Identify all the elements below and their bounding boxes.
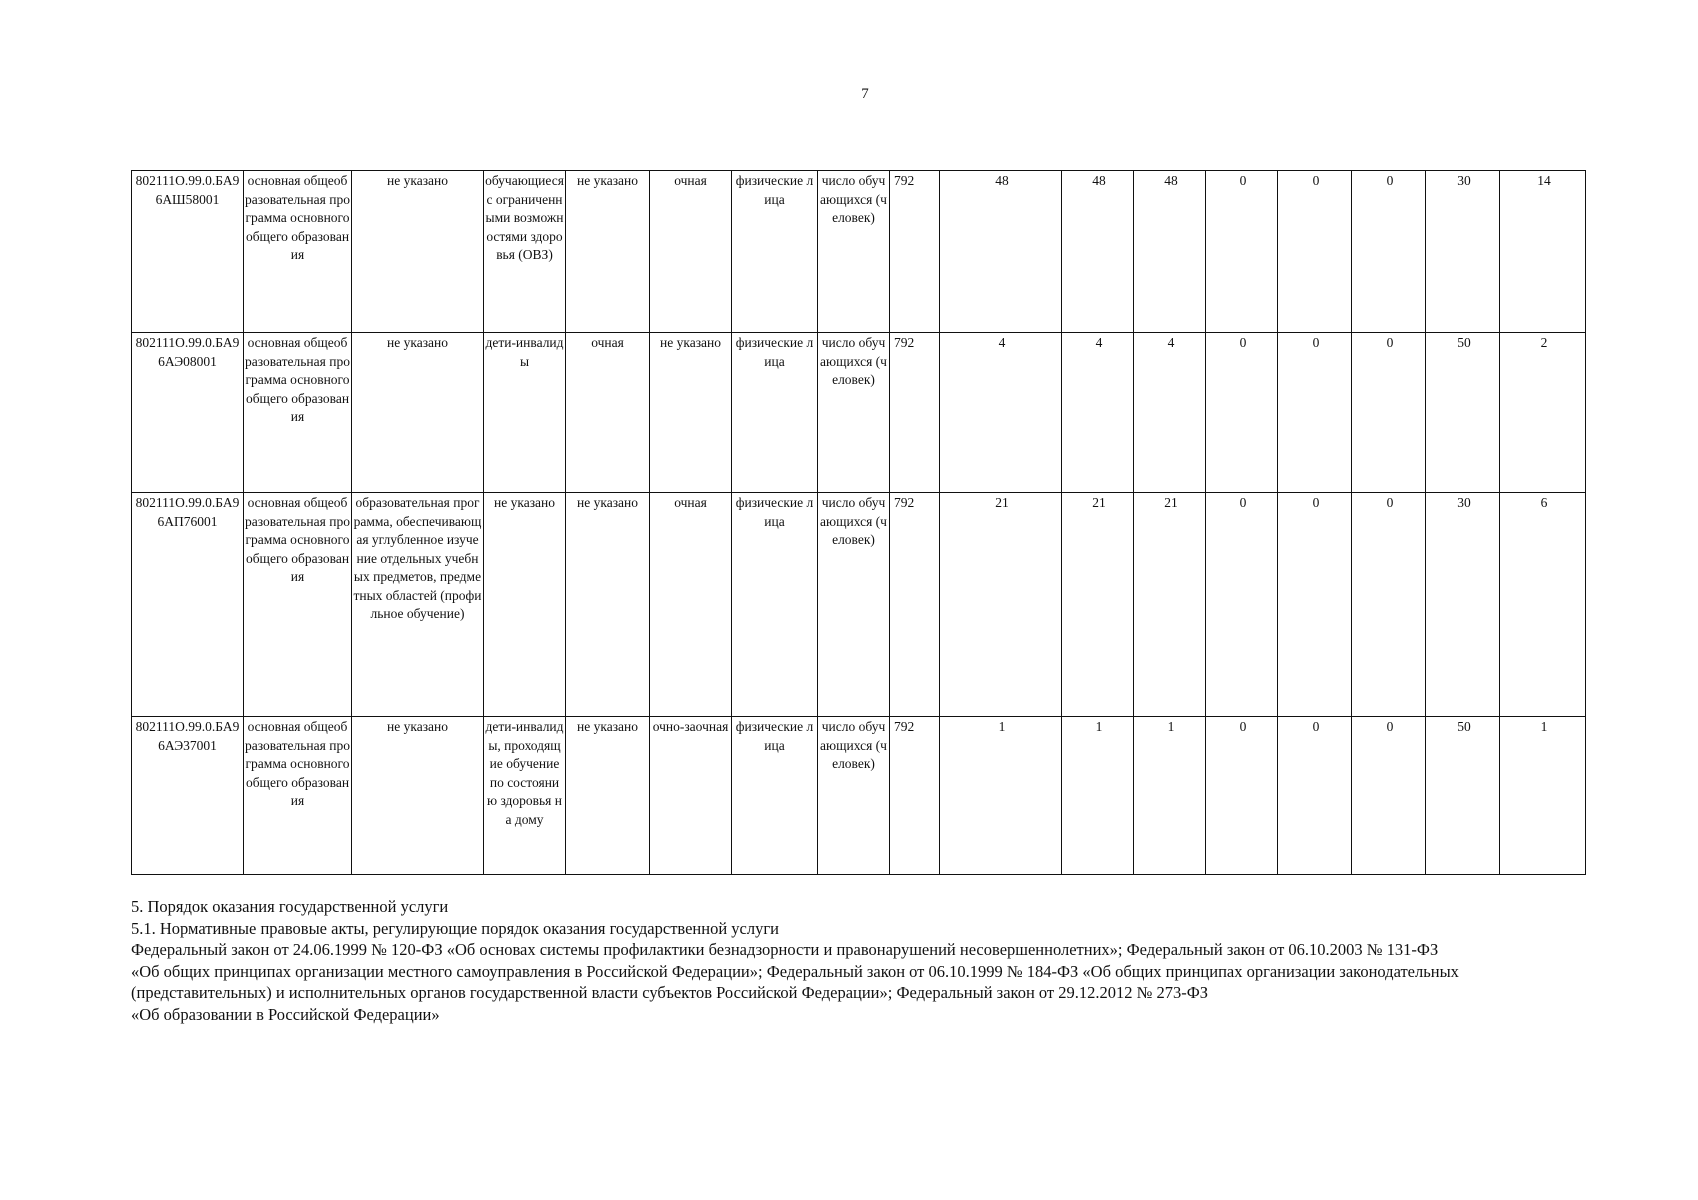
registry-code-cell: 802111О.99.0.БА96АП76001 (132, 493, 244, 717)
value-cell: 48 (1062, 171, 1134, 333)
value-cell: 0 (1278, 493, 1352, 717)
category-cell: дети-инвалиды (484, 333, 566, 493)
program-cell: образовательная программа, обеспечивающая углубленное изучение отдельных учебных предметов, предметных областей (профильное обучение) (352, 493, 484, 717)
form-cell: очная (650, 493, 732, 717)
content-cell: основная общеобразовательная программа основного общего образования (244, 333, 352, 493)
content-cell: основная общеобразовательная программа основного общего образования (244, 717, 352, 875)
indicator-cell: число обучающихся (человек) (818, 717, 890, 875)
value-cell: 1 (940, 717, 1062, 875)
value-cell: 0 (1278, 171, 1352, 333)
value-cell: 0 (1352, 333, 1426, 493)
consumers-cell: физические лица (732, 333, 818, 493)
legal-acts-line: Федеральный закон от 24.06.1999 № 120-ФЗ «Об основах системы профилактики безнадзорности и правонарушений несовершеннолетних»; Федеральный закон от 06.10.2003 № 131-ФЗ (131, 940, 1439, 959)
consumers-cell: физические лица (732, 493, 818, 717)
content-cell: основная общеобразовательная программа основного общего образования (244, 493, 352, 717)
table-row (132, 493, 1586, 717)
value-cell: 21 (1062, 493, 1134, 717)
consumers-cell: физические лица (732, 171, 818, 333)
category-cell: дети-инвалиды, проходящие обучение по состоянию здоровья на дому (484, 717, 566, 875)
value-cell: 50 (1426, 717, 1500, 875)
form-cell: не указано (650, 333, 732, 493)
place-cell: не указано (566, 493, 650, 717)
value-cell: 6 (1500, 493, 1586, 717)
value-cell: 21 (1134, 493, 1206, 717)
value-cell: 1 (1062, 717, 1134, 875)
legal-acts-line: «Об общих принципах организации местного самоуправления в Российской Федерации»; Федеральный закон от 06.10.1999 № 184-ФЗ «Об общих принципах организации законодательных (131, 961, 1459, 981)
legal-acts-line: (представительных) и исполнительных органов государственной власти субъектов Российской Федерации»; Федеральный закон от 29.12.2012 № 273-ФЗ (131, 983, 1209, 1002)
value-cell: 2 (1500, 333, 1586, 493)
value-cell: 4 (1134, 333, 1206, 493)
registry-code-cell: 802111О.99.0.БА96АЭ37001 (132, 717, 244, 875)
program-cell: не указано (352, 171, 484, 333)
program-cell: не указано (352, 717, 484, 875)
okei-cell: 792 (890, 171, 940, 333)
value-cell: 0 (1278, 333, 1352, 493)
consumers-cell: физические лица (732, 717, 818, 875)
place-cell: не указано (566, 717, 650, 875)
category-cell: обучающиеся с ограниченными возможностями здоровья (ОВЗ) (484, 171, 566, 333)
services-table (131, 170, 1586, 875)
value-cell: 48 (1134, 171, 1206, 333)
value-cell: 0 (1206, 333, 1278, 493)
table-row (132, 717, 1586, 875)
value-cell: 21 (940, 493, 1062, 717)
indicator-cell: число обучающихся (человек) (818, 171, 890, 333)
section-5-text (131, 896, 1571, 1025)
table-body (132, 171, 1586, 875)
page-number: 7 (861, 86, 869, 102)
value-cell: 1 (1134, 717, 1206, 875)
legal-acts-line: «Об образовании в Российской Федерации» (131, 1004, 440, 1024)
section-subheading: 5.1. Нормативные правовые акты, регулирующие порядок оказания государственной услуги (131, 918, 779, 938)
value-cell: 0 (1352, 493, 1426, 717)
value-cell: 0 (1278, 717, 1352, 875)
content-cell: основная общеобразовательная программа основного общего образования (244, 171, 352, 333)
table-row (132, 171, 1586, 333)
value-cell: 4 (940, 333, 1062, 493)
place-cell: не указано (566, 171, 650, 333)
section-heading: 5. Порядок оказания государственной услуги (131, 897, 449, 916)
table-row (132, 333, 1586, 493)
registry-code-cell: 802111О.99.0.БА96АЭ08001 (132, 333, 244, 493)
indicator-cell: число обучающихся (человек) (818, 493, 890, 717)
okei-cell: 792 (890, 493, 940, 717)
value-cell: 0 (1352, 171, 1426, 333)
value-cell: 0 (1206, 493, 1278, 717)
value-cell: 0 (1206, 171, 1278, 333)
value-cell: 0 (1352, 717, 1426, 875)
okei-cell: 792 (890, 333, 940, 493)
value-cell: 50 (1426, 333, 1500, 493)
value-cell: 30 (1426, 171, 1500, 333)
category-cell: не указано (484, 493, 566, 717)
program-cell: не указано (352, 333, 484, 493)
place-cell: очная (566, 333, 650, 493)
okei-cell: 792 (890, 717, 940, 875)
value-cell: 4 (1062, 333, 1134, 493)
value-cell: 0 (1206, 717, 1278, 875)
value-cell: 1 (1500, 717, 1586, 875)
indicator-cell: число обучающихся (человек) (818, 333, 890, 493)
registry-code-cell: 802111О.99.0.БА96АШ58001 (132, 171, 244, 333)
value-cell: 14 (1500, 171, 1586, 333)
value-cell: 48 (940, 171, 1062, 333)
form-cell: очная (650, 171, 732, 333)
form-cell: очно-заочная (650, 717, 732, 875)
value-cell: 30 (1426, 493, 1500, 717)
